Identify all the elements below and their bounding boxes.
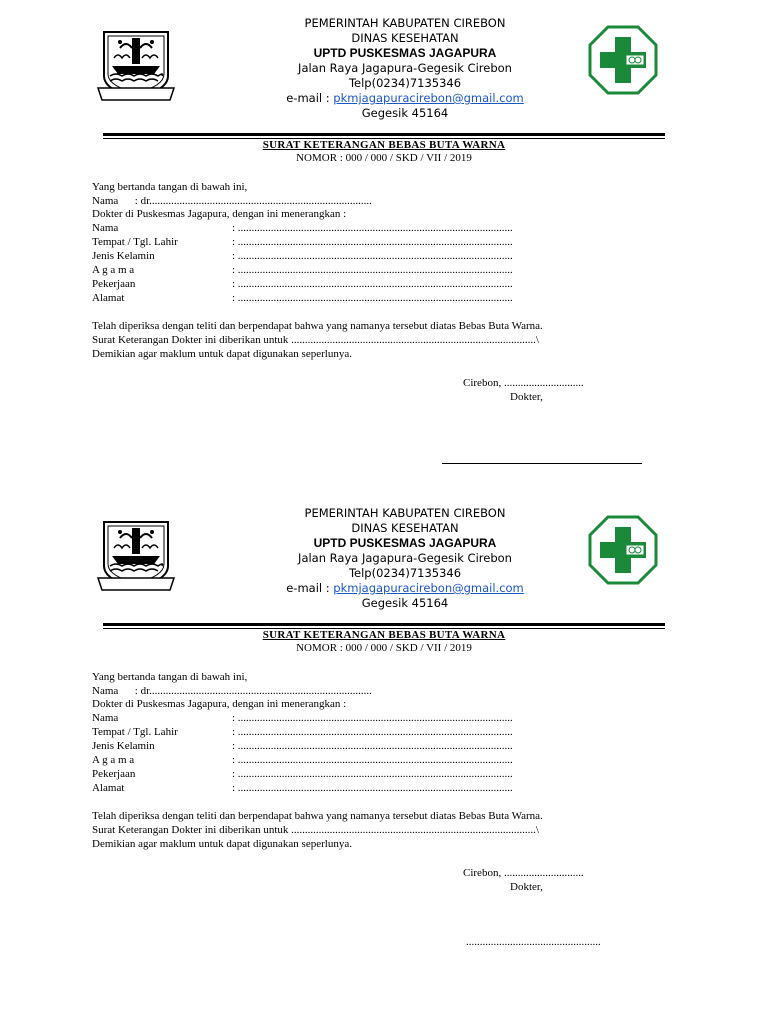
letterhead <box>230 16 580 121</box>
phone: Telp(0234)7135346 <box>348 566 462 580</box>
agency-name: DINAS KESEHATAN <box>351 31 459 45</box>
intro-text: Yang bertanda tangan di bawah ini, <box>92 671 248 683</box>
field-value[interactable]: : .................................................................................................... <box>232 740 513 752</box>
letterhead <box>230 506 580 611</box>
field-label: A g a m a <box>92 754 135 766</box>
field-label: Jenis Kelamin <box>92 740 155 752</box>
exam-statement: Telah diperiksa dengan teliti dan berpendapat bahwa yang namanya tersebut diatas Bebas Buta Warna. <box>92 810 543 822</box>
postal-code: Gegesik 45164 <box>361 106 449 120</box>
field-label: Nama <box>92 222 119 234</box>
header-divider-thick <box>103 623 665 626</box>
closing-text: Demikian agar maklum untuk dapat digunakan seperlunya. <box>92 838 352 850</box>
cirebon-emblem-icon <box>96 28 176 102</box>
letter-title: SURAT KETERANGAN BEBAS BUTA WARNA <box>262 139 506 151</box>
header-divider-thick <box>103 133 665 136</box>
gov-name: PEMERINTAH KABUPATEN CIREBON <box>304 16 506 30</box>
email-line: e-mail : pkmjagapuracirebon@gmail.com <box>286 581 524 595</box>
statement-text: Dokter di Puskesmas Jagapura, dengan ini menerangkan : <box>92 698 347 710</box>
email-line: e-mail : pkmjagapuracirebon@gmail.com <box>286 91 524 105</box>
signature-line <box>442 463 642 464</box>
puskesmas-logo-icon <box>588 25 658 95</box>
exam-statement: Telah diperiksa dengan teliti dan berpendapat bahwa yang namanya tersebut diatas Bebas Buta Warna. <box>92 320 543 332</box>
field-value[interactable]: : .................................................................................................... <box>232 782 513 794</box>
field-label: Pekerjaan <box>92 768 136 780</box>
letter-copy-2 <box>0 490 768 980</box>
field-label: Tempat / Tgl. Lahir <box>92 236 178 248</box>
field-label: Nama <box>92 712 119 724</box>
field-value[interactable]: : .................................................................................................... <box>232 754 513 766</box>
agency-name: DINAS KESEHATAN <box>351 521 459 535</box>
field-value[interactable]: : .................................................................................................... <box>232 278 513 290</box>
place-date: Cirebon, ............................. <box>463 867 584 879</box>
field-value[interactable]: : .................................................................................................... <box>232 726 513 738</box>
field-value[interactable]: : .................................................................................................... <box>232 292 513 304</box>
closing-text: Demikian agar maklum untuk dapat digunakan seperlunya. <box>92 348 352 360</box>
email-link[interactable]: pkmjagapuracirebon@gmail.com <box>333 581 524 595</box>
cirebon-emblem-icon <box>96 518 176 592</box>
letter-title: SURAT KETERANGAN BEBAS BUTA WARNA <box>262 629 506 641</box>
signature-dots: ................................................. <box>466 936 601 948</box>
place-date: Cirebon, ............................. <box>463 377 584 389</box>
field-value[interactable]: : .................................................................................................... <box>232 222 513 234</box>
postal-code: Gegesik 45164 <box>361 596 449 610</box>
field-label: Pekerjaan <box>92 278 136 290</box>
doctor-label: Dokter, <box>510 881 543 893</box>
intro-text: Yang bertanda tangan di bawah ini, <box>92 181 248 193</box>
unit-name: UPTD PUSKESMAS JAGAPURA <box>313 46 497 60</box>
doctor-label: Dokter, <box>510 391 543 403</box>
field-label: Alamat <box>92 782 125 794</box>
purpose-line: Surat Keterangan Dokter ini diberikan untuk .........................................................................................\ <box>92 824 539 836</box>
field-label: Alamat <box>92 292 125 304</box>
letter-number: NOMOR : 000 / 000 / SKD / VII / 2019 <box>296 152 472 164</box>
letter-copy-1 <box>0 0 768 490</box>
email-link[interactable]: pkmjagapuracirebon@gmail.com <box>333 91 524 105</box>
statement-text: Dokter di Puskesmas Jagapura, dengan ini menerangkan : <box>92 208 347 220</box>
address: Jalan Raya Jagapura-Gegesik Cirebon <box>298 61 512 75</box>
field-value[interactable]: : .................................................................................................... <box>232 264 513 276</box>
field-label: A g a m a <box>92 264 135 276</box>
field-value[interactable]: : .................................................................................................... <box>232 236 513 248</box>
puskesmas-logo-icon <box>588 515 658 585</box>
gov-name: PEMERINTAH KABUPATEN CIREBON <box>304 506 506 520</box>
field-label: Tempat / Tgl. Lahir <box>92 726 178 738</box>
unit-name: UPTD PUSKESMAS JAGAPURA <box>313 536 497 550</box>
field-value[interactable]: : .................................................................................................... <box>232 768 513 780</box>
field-value[interactable]: : .................................................................................................... <box>232 712 513 724</box>
phone: Telp(0234)7135346 <box>348 76 462 90</box>
doctor-name-line: Nama : dr................................................................................. <box>92 195 372 207</box>
purpose-line: Surat Keterangan Dokter ini diberikan untuk .........................................................................................\ <box>92 334 539 346</box>
doctor-name-line: Nama : dr................................................................................. <box>92 685 372 697</box>
letter-number: NOMOR : 000 / 000 / SKD / VII / 2019 <box>296 642 472 654</box>
address: Jalan Raya Jagapura-Gegesik Cirebon <box>298 551 512 565</box>
field-label: Jenis Kelamin <box>92 250 155 262</box>
field-value[interactable]: : .................................................................................................... <box>232 250 513 262</box>
